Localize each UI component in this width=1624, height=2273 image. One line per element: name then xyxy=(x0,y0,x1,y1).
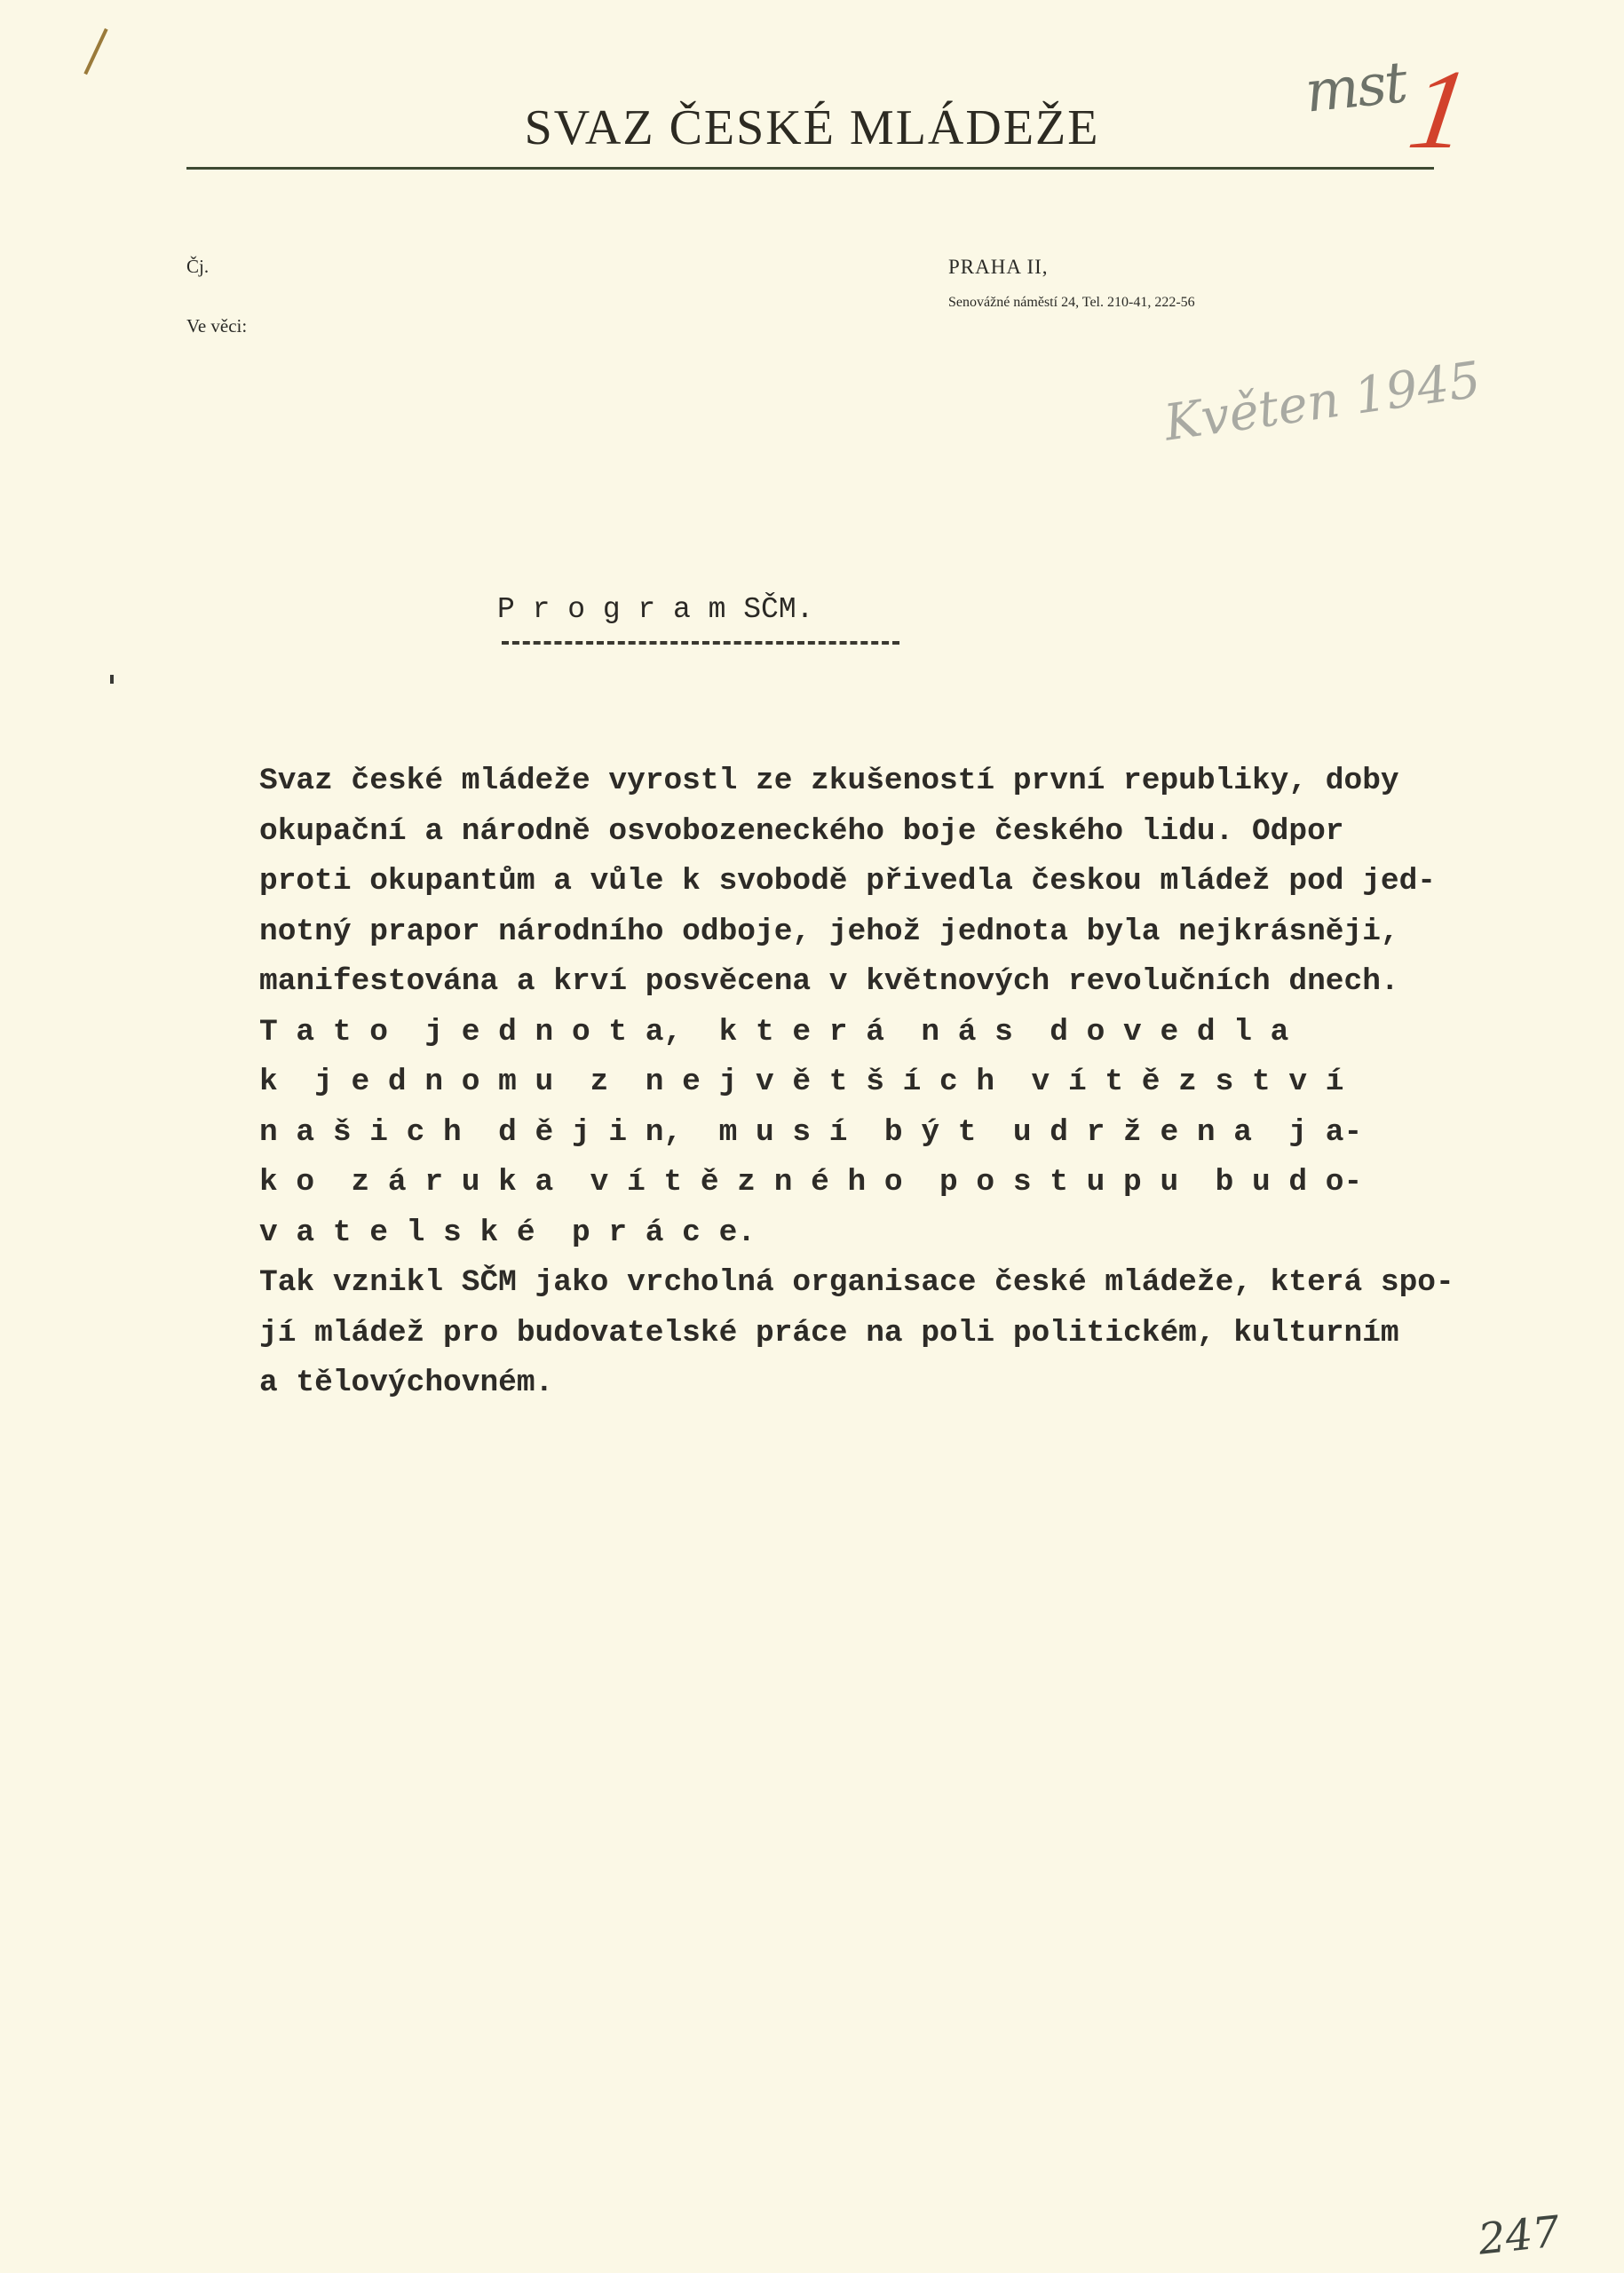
document-title: P r o g r a m SČM. xyxy=(497,593,814,626)
handwritten-top-note: mst xyxy=(1302,50,1409,126)
body-line: Svaz české mládeže vyrostl ze zkušeností první republiky, doby xyxy=(259,764,1399,798)
body-line: proti okupantům a vůle k svobodě přivedla českou mládež pod jed- xyxy=(259,864,1437,899)
document-body xyxy=(259,756,1556,1409)
title-underline xyxy=(502,641,899,645)
subject-label: Ve věci: xyxy=(186,315,248,337)
body-line: notný prapor národního odboje, jehož jednota byla nejkrásněji, xyxy=(259,914,1399,949)
body-line: k j e d n o m u z n e j v ě t š í c h v í t ě z s t v í xyxy=(259,1065,1344,1099)
body-line: k o z á r u k a v í t ě z n é h o p o s t u p u b u d o- xyxy=(259,1165,1363,1200)
body-line: manifestována a krví posvěcena v květnových revolučních dnech. xyxy=(259,964,1399,999)
handwritten-date-note: Květen 1945 xyxy=(1161,351,1485,453)
handwritten-page-number: 247 xyxy=(1476,2206,1563,2265)
margin-mark xyxy=(110,675,114,684)
body-line: T a t o j e d n o t a, k t e r á n á s d o v e d l a xyxy=(259,1014,1289,1049)
pencil-mark xyxy=(83,28,107,75)
body-line: n a š i c h d ě j i n, m u s í b ý t u d r ž e n a j a- xyxy=(259,1114,1363,1150)
body-line: a tělovýchovném. xyxy=(259,1366,554,1400)
body-line: Tak vznikl SČM jako vrcholná organisace české mládeže, která spo- xyxy=(259,1265,1454,1300)
body-line: v a t e l s k é p r á c e. xyxy=(259,1215,756,1250)
body-line: okupační a národně osvobozeneckého boje českého lidu. Odpor xyxy=(259,813,1344,849)
letterhead-organization: SVAZ ČESKÉ MLÁDEŽE xyxy=(524,100,1100,155)
letterhead-city: PRAHA II, xyxy=(948,256,1049,278)
body-line: jí mládež pro budovatelské práce na poli politickém, kulturním xyxy=(259,1315,1399,1350)
letterhead-rule xyxy=(186,167,1434,170)
handwritten-red-number: 1 xyxy=(1391,46,1490,172)
reference-label: Čj. xyxy=(186,256,210,277)
letterhead-address: Senovážné náměstí 24, Tel. 210-41, 222-56 xyxy=(948,295,1195,310)
